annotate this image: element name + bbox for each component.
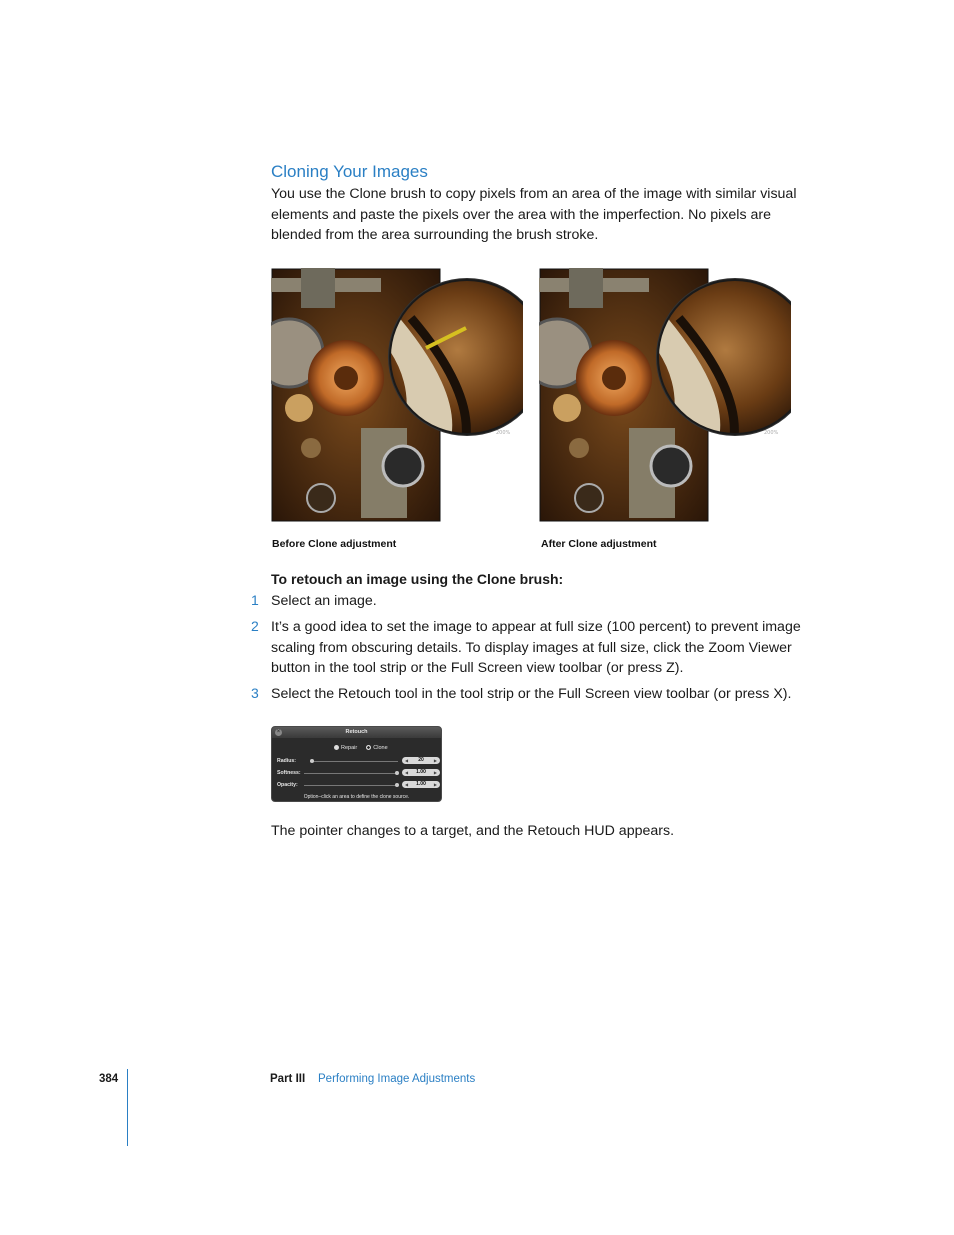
softness-slider-thumb[interactable]	[395, 771, 399, 775]
section-title: Cloning Your Images	[271, 162, 428, 181]
footer-chapter-link[interactable]: Performing Image Adjustments	[318, 1073, 476, 1085]
chevron-right-icon[interactable]: ▶	[433, 758, 437, 763]
step-number: 3	[251, 685, 259, 701]
radio-clone-label: Clone	[373, 745, 388, 751]
radius-slider-thumb[interactable]	[310, 759, 314, 763]
chevron-right-icon[interactable]: ▶	[433, 770, 437, 775]
opacity-stepper[interactable]	[402, 781, 440, 788]
radius-label: Radius:	[277, 758, 297, 764]
radius-value: 20	[418, 757, 424, 763]
page-number: 384	[99, 1073, 119, 1085]
softness-value: 1.00	[416, 769, 426, 775]
softness-label: Softness:	[277, 770, 301, 776]
before-caption: Before Clone adjustment	[272, 538, 397, 550]
step-text: Select an image.	[271, 593, 377, 609]
step-number: 2	[251, 618, 259, 634]
radio-repair-label: Repair	[341, 745, 358, 751]
radio-clone[interactable]	[366, 745, 371, 750]
step-text: Select the Retouch tool in the tool strip or the Full Screen view toolbar (or press X).	[271, 686, 792, 702]
softness-stepper[interactable]	[402, 769, 440, 776]
footer-rule	[127, 1069, 128, 1146]
retouch-hud	[271, 726, 442, 802]
close-icon[interactable]: ×	[276, 729, 281, 735]
hud-hint: Option–click an area to define the clone source.	[303, 794, 410, 800]
mode-radio-group	[334, 745, 388, 751]
footer-part: Part III	[270, 1073, 306, 1085]
before-zoom-label: 200%	[496, 430, 511, 436]
hud-title-bar	[272, 727, 441, 738]
after-figure	[539, 268, 791, 522]
softness-slider-track[interactable]	[304, 773, 398, 774]
after-caption: After Clone adjustment	[541, 538, 657, 550]
step-number: 1	[251, 592, 259, 608]
step-text: It’s a good idea to set the image to appear at full size (100 percent) to prevent image scaling from obscuring details. To display images at full size, click the Zoom Viewer button in the tool strip or the Full Screen view toolbar (or press Z).	[271, 619, 801, 677]
opacity-slider-track[interactable]	[304, 785, 398, 786]
before-clone-image	[271, 268, 523, 522]
intro-paragraph: You use the Clone brush to copy pixels from an area of the image with similar visual elements and paste the pixels over the area with the imperfection. No pixels are blended from the area surrounding the brush stroke.	[271, 186, 797, 244]
after-clone-image	[539, 268, 791, 522]
radius-stepper[interactable]	[402, 757, 440, 764]
chevron-left-icon[interactable]: ◀	[405, 758, 409, 763]
hud-title: Retouch	[345, 729, 368, 735]
before-figure	[271, 268, 523, 522]
opacity-slider-thumb[interactable]	[395, 783, 399, 787]
opacity-value: 1.00	[416, 781, 426, 787]
chevron-right-icon[interactable]: ▶	[433, 782, 437, 787]
radius-slider-track[interactable]	[310, 761, 398, 762]
result-text: The pointer changes to a target, and the Retouch HUD appears.	[271, 823, 675, 839]
chevron-left-icon[interactable]: ◀	[405, 782, 409, 787]
chevron-left-icon[interactable]: ◀	[405, 770, 409, 775]
after-zoom-label: 200%	[764, 430, 779, 436]
opacity-label: Opacity:	[277, 782, 298, 788]
radio-repair[interactable]	[334, 745, 339, 750]
task-title: To retouch an image using the Clone brush:	[271, 571, 564, 587]
